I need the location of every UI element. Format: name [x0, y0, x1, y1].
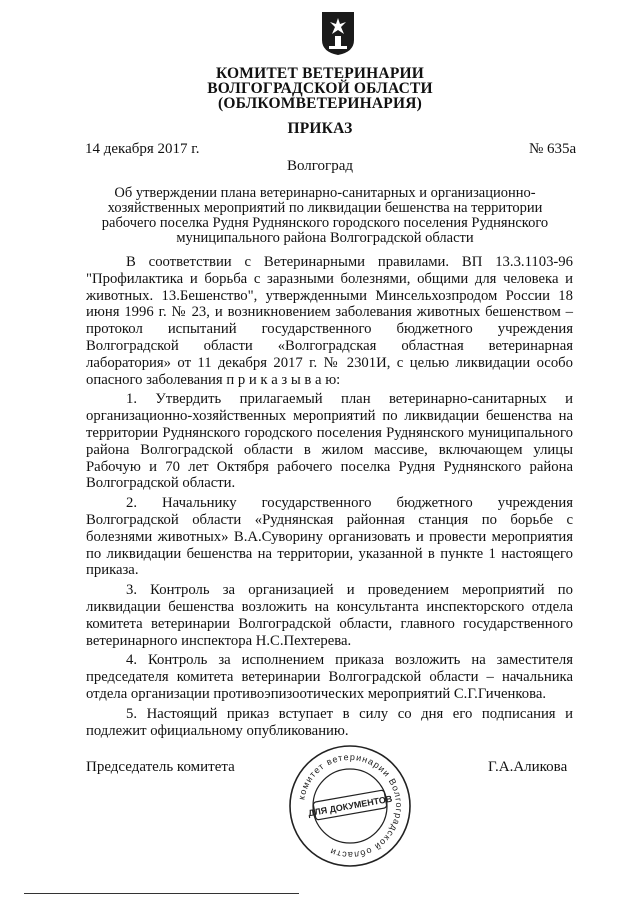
body-paragraph: 4. Контроль за исполнением приказа возложить на заместителя председателя комитета ветеринарии Волгоградской области – начальника отдела организации противоэпизоотических мероприятий С.Г.Гиченкова. — [86, 652, 573, 702]
body-paragraph: 3. Контроль за организацией и проведением мероприятий по ликвидации бешенства возложить на консультанта инспекторского отдела комитета ветеринарии Волгоградской области, главного государственного ветеринарного инспектора Н.С.Пехтерева. — [86, 582, 573, 649]
document-date: 14 декабря 2017 г. — [85, 141, 200, 157]
body-paragraph: 1. Утвердить прилагаемый план ветеринарно-санитарных и организационно-хозяйственных мероприятий по ликвидации бешенства на территории Руднянского городского поселения Руднянского муниципального района Волгоградской области в жилом массиве, включающем улицы Рабочую и 70 лет Октября рабочего поселка Рудня Руднянского района Волгоградской области. — [86, 391, 573, 492]
stamp-center-text: ДЛЯ ДОКУМЕНТОВ — [307, 793, 393, 819]
coat-of-arms-icon — [320, 10, 356, 56]
org-name-line1: КОМИТЕТ ВЕТЕРИНАРИИ — [216, 65, 424, 82]
body-paragraph: 2. Начальнику государственного бюджетного учреждения Волгоградской области «Руднянская районная станция по борьбе с болезнями животных» В.А.Суворину организовать и провести мероприятия по ликвидации бешенства на территории, указанной в пункте 1 настоящего приказа. — [86, 495, 573, 579]
signatory-position: Председатель комитета — [86, 759, 235, 775]
signatory-name: Г.А.Аликова — [488, 759, 568, 775]
stamp-ring-text: комитет ветеринарии Волгоградской области — [296, 751, 405, 861]
body-paragraph: 5. Настоящий приказ вступает в силу со дня его подписания и подлежит официальному опубликованию. — [86, 705, 573, 739]
document-type: ПРИКАЗ — [287, 120, 353, 137]
body-paragraph: В соответствии с Ветеринарными правилами. ВП 13.3.1103-96 "Профилактика и борьба с заразными болезнями, общими для человека и животных. 13.Бешенство", утвержденными Минсельхозпродом России 18 июня 1996 г. № 23, и возникновением заболевания животных бешенством – протокол испытаний государственного бюджетного учреждения Волгоградской области «Волгоградская областная ветеринарная лаборатория» от 11 декабря 2017 г. № 2301И, с целью ликвидации особо опасного заболевания п р и к а з ы в а ю: — [86, 254, 573, 388]
document-city: Волгоград — [286, 158, 353, 174]
official-stamp — [287, 743, 413, 869]
order-body — [86, 254, 573, 742]
org-name-line3: (ОБЛКОМВЕТЕРИНАРИЯ) — [218, 95, 422, 112]
document-number: № 635а — [529, 141, 577, 157]
order-subject: Об утверждении плана ветеринарно-санитарных и организационно-хозяйственных мероприятий по ликвидации бешенства на территории рабочего поселка Рудня Руднянского городского поселения Руднянского муниципального района Волгоградской области — [101, 185, 549, 246]
org-name-line2: ВОЛГОГРАДСКОЙ ОБЛАСТИ — [207, 80, 433, 97]
footer-divider — [24, 893, 299, 894]
